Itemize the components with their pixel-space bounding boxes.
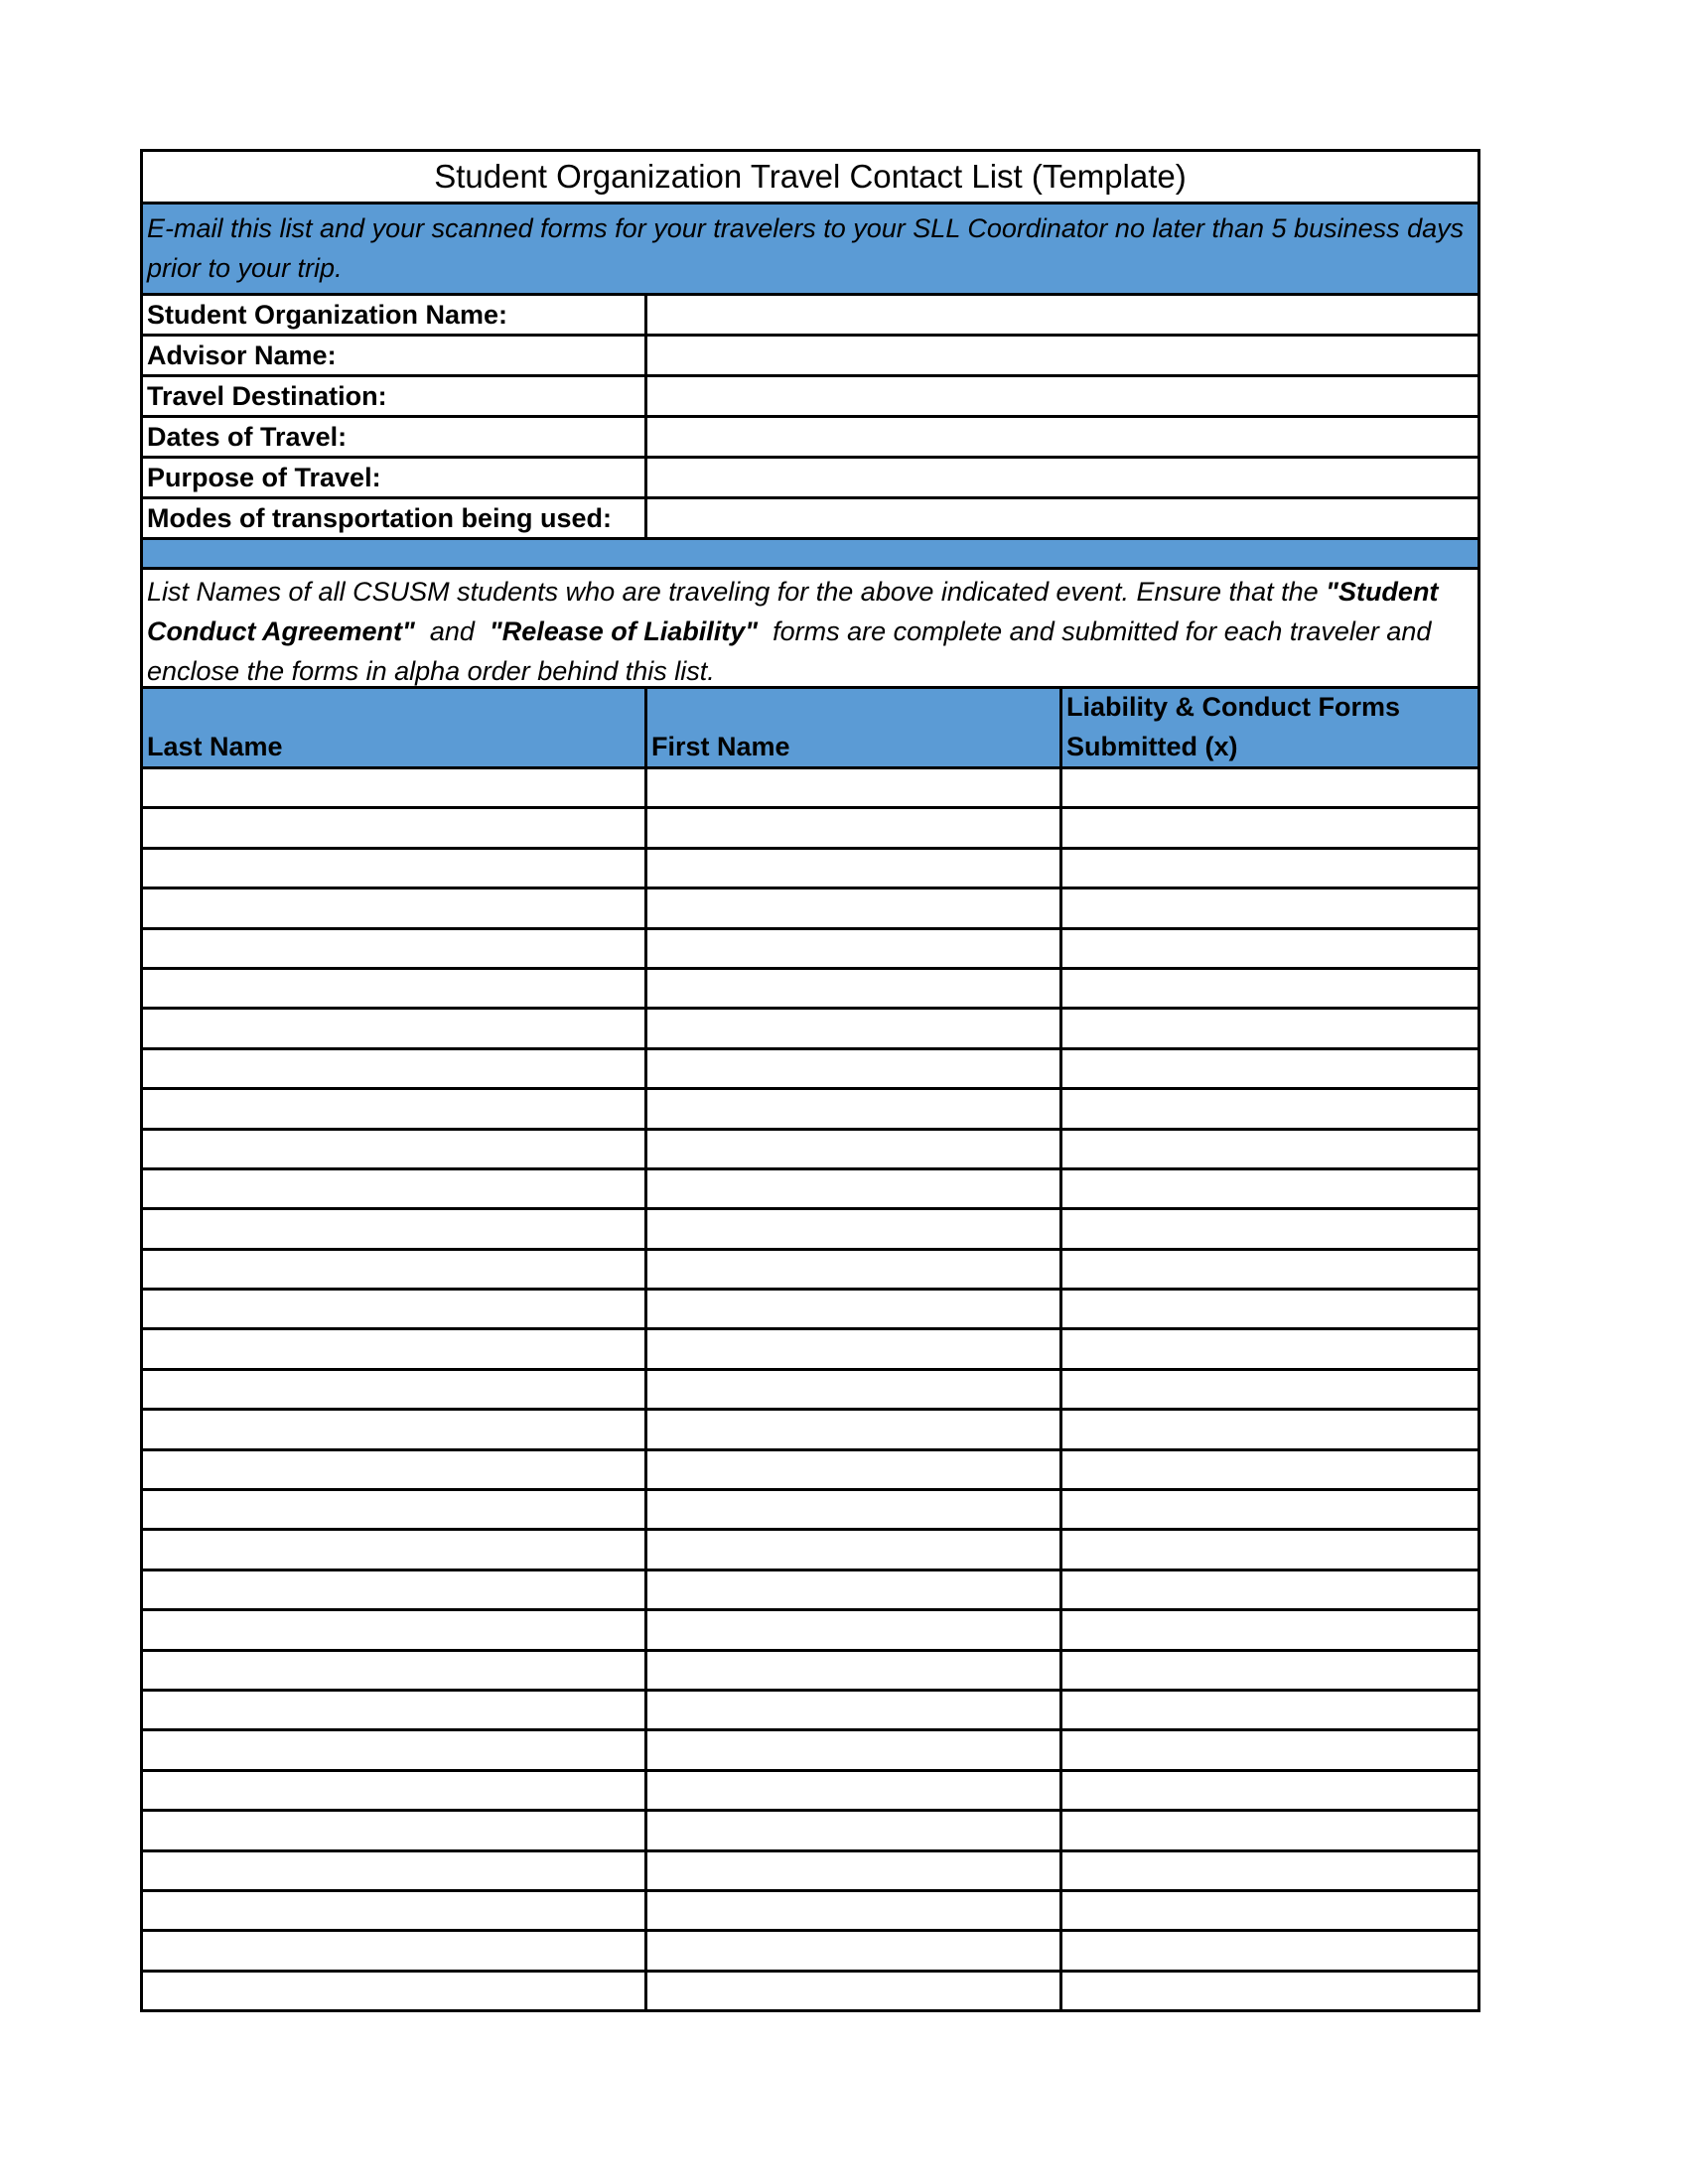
forms-submitted-cell[interactable] [1062,1090,1480,1127]
forms-submitted-cell[interactable] [1062,1652,1480,1689]
first-name-cell[interactable] [647,1131,1062,1167]
table-row [143,1932,1480,1972]
last-name-cell[interactable] [143,809,647,846]
table-row [143,1772,1480,1812]
last-name-cell[interactable] [143,1571,647,1608]
last-name-cell[interactable] [143,1772,647,1809]
forms-submitted-cell[interactable] [1062,1852,1480,1889]
forms-submitted-cell[interactable] [1062,1330,1480,1367]
last-name-cell[interactable] [143,1491,647,1528]
first-name-cell[interactable] [647,1692,1062,1728]
first-name-cell[interactable] [647,1772,1062,1809]
purpose-field[interactable] [647,459,1480,496]
forms-submitted-cell[interactable] [1062,1731,1480,1768]
first-name-cell[interactable] [647,1330,1062,1367]
dates-field[interactable] [647,418,1480,456]
first-name-cell[interactable] [647,1731,1062,1768]
column-header-last-name: Last Name [143,689,647,766]
release-liability-label: "Release of Liability" [489,616,759,646]
table-row [143,1330,1480,1370]
table-row [143,1652,1480,1692]
table-row [143,1571,1480,1611]
spacer-row [143,540,1480,570]
forms-submitted-cell[interactable] [1062,889,1480,926]
last-name-cell[interactable] [143,1852,647,1889]
table-row [143,1491,1480,1531]
transport-field[interactable] [647,499,1480,537]
first-name-cell[interactable] [647,1491,1062,1528]
table-row [143,1411,1480,1450]
last-name-cell[interactable] [143,1251,647,1288]
last-name-cell[interactable] [143,1812,647,1848]
last-name-cell[interactable] [143,1531,647,1568]
last-name-cell[interactable] [143,769,647,806]
destination-field[interactable] [647,377,1480,415]
title-row [143,152,1480,205]
forms-submitted-cell[interactable] [1062,1772,1480,1809]
first-name-cell[interactable] [647,1010,1062,1046]
table-row [143,970,1480,1010]
first-name-cell[interactable] [647,1170,1062,1207]
last-name-cell[interactable] [143,1411,647,1447]
field-row-destination [143,377,1480,418]
page-title: Student Organization Travel Contact List (Template) [143,152,1480,202]
first-name-cell[interactable] [647,1892,1062,1929]
table-header-row [143,689,1480,769]
forms-submitted-cell[interactable] [1062,1371,1480,1408]
table-row [143,850,1480,889]
table-row [143,1210,1480,1250]
instructions-text [143,570,1480,686]
table-row [143,1731,1480,1771]
table-row [143,1050,1480,1090]
first-name-cell[interactable] [647,930,1062,967]
last-name-cell[interactable] [143,1892,647,1929]
table-row [143,809,1480,849]
last-name-cell[interactable] [143,889,647,926]
column-header-forms-submitted: Liability & Conduct Forms Submitted (x) [1062,689,1480,766]
forms-submitted-cell[interactable] [1062,1251,1480,1288]
field-label: Purpose of Travel: [143,459,647,496]
forms-submitted-cell[interactable] [1062,970,1480,1007]
traveler-table-body [143,769,1480,2012]
last-name-cell[interactable] [143,1731,647,1768]
first-name-cell[interactable] [647,850,1062,887]
field-label: Travel Destination: [143,377,647,415]
field-label: Advisor Name: [143,337,647,374]
table-row [143,769,1480,809]
last-name-cell[interactable] [143,1611,647,1648]
table-row [143,1692,1480,1731]
field-row-purpose [143,459,1480,499]
forms-submitted-cell[interactable] [1062,1932,1480,1969]
forms-submitted-cell[interactable] [1062,930,1480,967]
first-name-cell[interactable] [647,1611,1062,1648]
column-header-first-name: First Name [647,689,1062,766]
first-name-cell[interactable] [647,1571,1062,1608]
table-row [143,1611,1480,1651]
forms-submitted-cell[interactable] [1062,769,1480,806]
first-name-cell[interactable] [647,1531,1062,1568]
field-row-dates [143,418,1480,459]
forms-submitted-cell[interactable] [1062,1692,1480,1728]
spacer-band [143,540,1480,567]
table-row [143,1291,1480,1330]
forms-submitted-cell[interactable] [1062,1210,1480,1247]
first-name-cell[interactable] [647,1371,1062,1408]
instructions-part1: List Names of all CSUSM students who are traveling for the above indicated event. Ensure that the [147,577,1327,607]
field-label: Student Organization Name: [143,296,647,334]
note-row [143,205,1480,296]
table-row [143,1973,1480,2012]
last-name-cell[interactable] [143,1090,647,1127]
table-row [143,1531,1480,1570]
first-name-cell[interactable] [647,1652,1062,1689]
first-name-cell[interactable] [647,1852,1062,1889]
forms-submitted-cell[interactable] [1062,1170,1480,1207]
first-name-cell[interactable] [647,1050,1062,1087]
instructions-and: and [414,616,490,646]
table-row [143,1451,1480,1491]
last-name-cell[interactable] [143,1451,647,1488]
forms-submitted-cell[interactable] [1062,1491,1480,1528]
instructions-row [143,570,1480,689]
first-name-cell[interactable] [647,1090,1062,1127]
last-name-cell[interactable] [143,1050,647,1087]
first-name-cell[interactable] [647,889,1062,926]
last-name-cell[interactable] [143,1371,647,1408]
first-name-cell[interactable] [647,1210,1062,1247]
forms-submitted-cell[interactable] [1062,1892,1480,1929]
conduct-agreement-label: "Student Conduct Agreement" [147,577,1439,646]
table-row [143,889,1480,929]
table-row [143,930,1480,970]
last-name-cell[interactable] [143,1932,647,1969]
table-row [143,1852,1480,1892]
first-name-cell[interactable] [647,1411,1062,1447]
last-name-cell[interactable] [143,1210,647,1247]
first-name-cell[interactable] [647,809,1062,846]
forms-submitted-cell[interactable] [1062,1451,1480,1488]
forms-submitted-cell[interactable] [1062,1411,1480,1447]
last-name-cell[interactable] [143,1170,647,1207]
forms-submitted-cell[interactable] [1062,1050,1480,1087]
forms-submitted-cell[interactable] [1062,1812,1480,1848]
first-name-cell[interactable] [647,1451,1062,1488]
table-row [143,1090,1480,1130]
field-row-transport [143,499,1480,540]
first-name-cell[interactable] [647,1291,1062,1327]
contact-list-sheet [140,149,1480,2012]
last-name-cell[interactable] [143,1692,647,1728]
last-name-cell[interactable] [143,970,647,1007]
table-row [143,1251,1480,1291]
forms-submitted-cell[interactable] [1062,850,1480,887]
field-row-advisor [143,337,1480,377]
last-name-cell[interactable] [143,1010,647,1046]
forms-submitted-cell[interactable] [1062,1531,1480,1568]
last-name-cell[interactable] [143,1291,647,1327]
field-label: Dates of Travel: [143,418,647,456]
last-name-cell[interactable] [143,1652,647,1689]
instructions-part2: forms are complete and submitted for each traveler and enclose the forms in alpha order behind this list. [147,616,1439,686]
last-name-cell[interactable] [143,1973,647,2009]
field-label: Modes of transportation being used: [143,499,647,537]
first-name-cell[interactable] [647,1973,1062,2009]
first-name-cell[interactable] [647,1812,1062,1848]
table-row [143,1371,1480,1411]
forms-submitted-cell[interactable] [1062,1131,1480,1167]
forms-submitted-cell[interactable] [1062,1973,1480,2009]
forms-submitted-cell[interactable] [1062,1010,1480,1046]
last-name-cell[interactable] [143,930,647,967]
table-row [143,1010,1480,1049]
forms-submitted-cell[interactable] [1062,1571,1480,1608]
table-row [143,1131,1480,1170]
forms-submitted-cell[interactable] [1062,1611,1480,1648]
table-row [143,1170,1480,1210]
last-name-cell[interactable] [143,1131,647,1167]
first-name-cell[interactable] [647,970,1062,1007]
first-name-cell[interactable] [647,769,1062,806]
first-name-cell[interactable] [647,1251,1062,1288]
field-row-org-name [143,296,1480,337]
first-name-cell[interactable] [647,1932,1062,1969]
org-name-field[interactable] [647,296,1480,334]
submission-note: E-mail this list and your scanned forms for your travelers to your SLL Coordinator no later than 5 business days prior to your trip. [143,205,1480,293]
forms-submitted-cell[interactable] [1062,1291,1480,1327]
table-row [143,1812,1480,1851]
forms-submitted-cell[interactable] [1062,809,1480,846]
last-name-cell[interactable] [143,1330,647,1367]
last-name-cell[interactable] [143,850,647,887]
advisor-name-field[interactable] [647,337,1480,374]
table-row [143,1892,1480,1932]
